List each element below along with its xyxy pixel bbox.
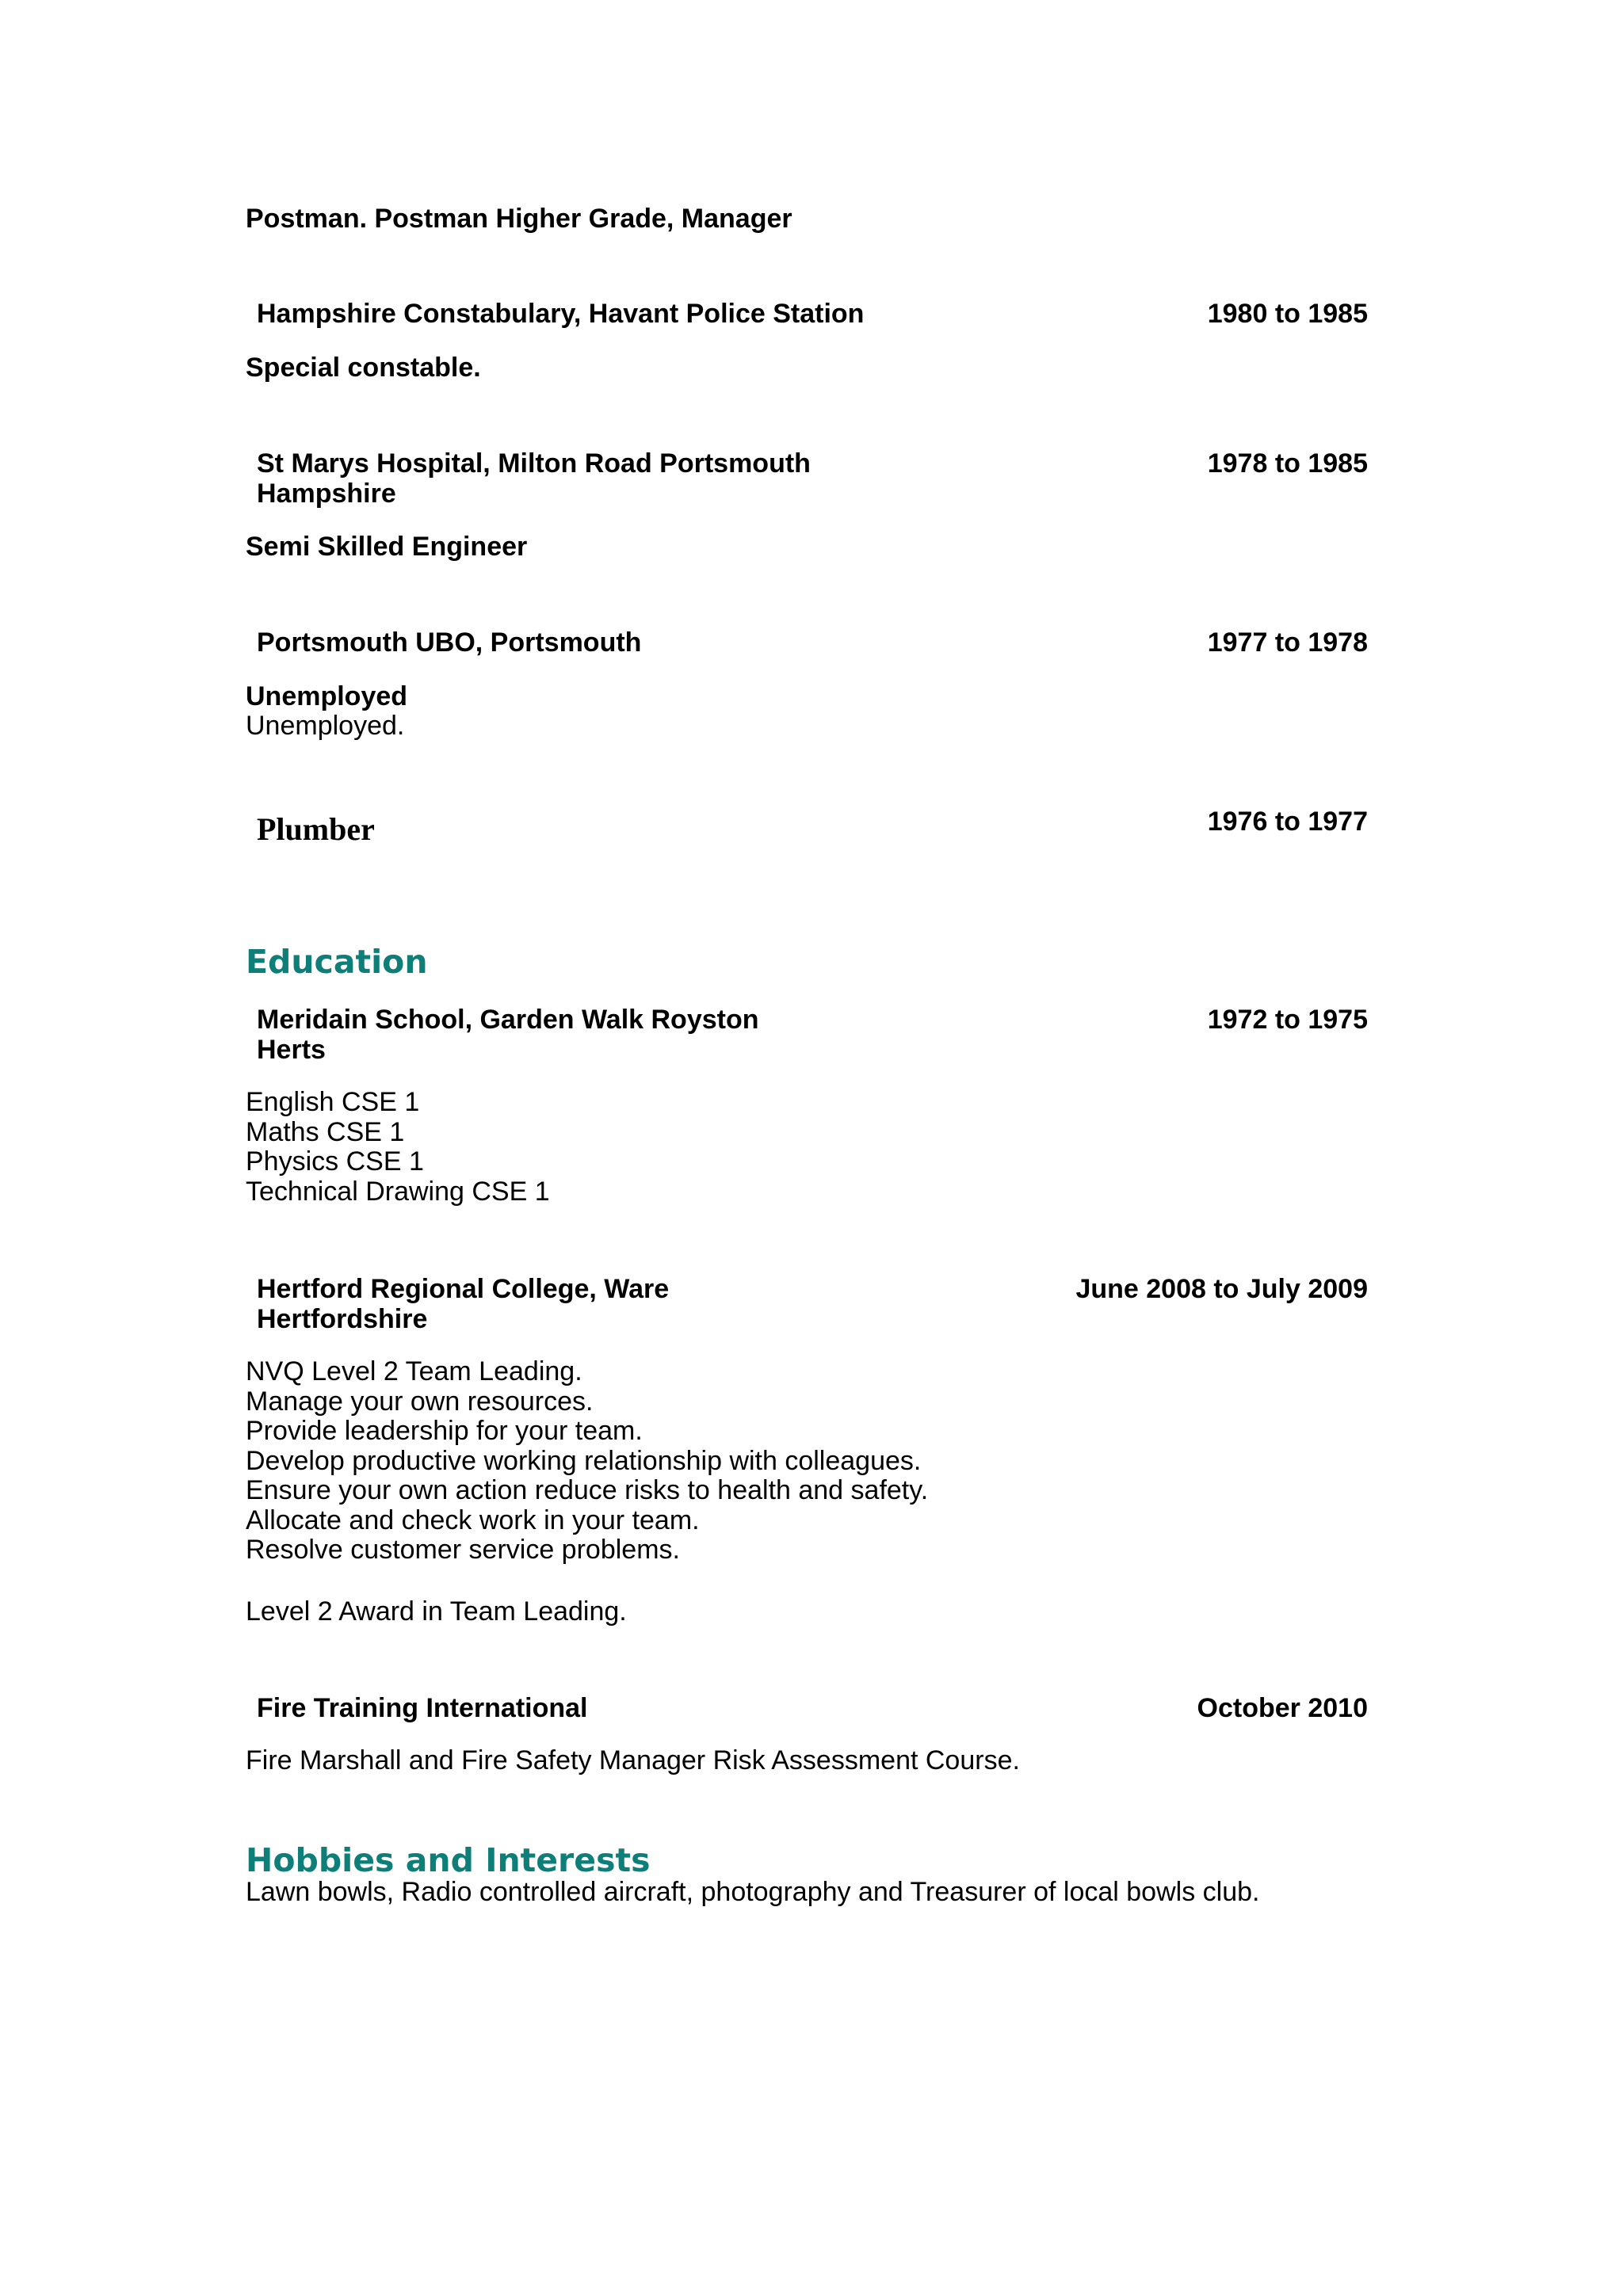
employer-name: Hampshire Constabulary, Havant Police Station xyxy=(257,299,865,329)
education-dates: June 2008 to July 2009 xyxy=(1075,1274,1368,1304)
list-item: English CSE 1 xyxy=(246,1087,420,1117)
employer-name: Portsmouth UBO, Portsmouth xyxy=(257,627,642,658)
job-title: Semi Skilled Engineer xyxy=(246,532,528,562)
employment-dates: 1977 to 1978 xyxy=(1207,627,1368,658)
employer-name: Plumber xyxy=(257,811,375,847)
employment-dates: 1976 to 1977 xyxy=(1207,807,1368,837)
list-item: Ensure your own action reduce risks to health and safety. xyxy=(246,1475,929,1505)
employer-location: Hampshire xyxy=(257,479,396,509)
school-name: Hertford Regional College, Ware xyxy=(257,1274,670,1304)
job-title: Unemployed xyxy=(246,681,408,711)
employment-dates: 1980 to 1985 xyxy=(1207,299,1368,329)
list-item: Technical Drawing CSE 1 xyxy=(246,1176,550,1207)
list-item: NVQ Level 2 Team Leading. xyxy=(246,1356,582,1386)
education-dates: October 2010 xyxy=(1197,1693,1368,1723)
list-item: Allocate and check work in your team. xyxy=(246,1505,700,1535)
list-item: Resolve customer service problems. xyxy=(246,1535,680,1565)
hobbies-text: Lawn bowls, Radio controlled aircraft, photography and Treasurer of local bowls club. xyxy=(246,1877,1260,1907)
list-item: Maths CSE 1 xyxy=(246,1116,405,1147)
employment-dates: 1978 to 1985 xyxy=(1207,448,1368,479)
job-title: Special constable. xyxy=(246,353,481,383)
employer-name: St Marys Hospital, Milton Road Portsmouth xyxy=(257,448,811,479)
course-details: Fire Marshall and Fire Safety Manager Risk Assessment Course. xyxy=(246,1745,1020,1775)
education-dates: 1972 to 1975 xyxy=(1207,1005,1368,1035)
school-location: Herts xyxy=(257,1035,326,1065)
list-item: Provide leadership for your team. xyxy=(246,1416,643,1446)
course-details xyxy=(246,1357,928,1566)
list-item: Physics CSE 1 xyxy=(246,1146,424,1177)
school-location: Hertfordshire xyxy=(257,1304,428,1334)
education-heading: Education xyxy=(246,943,428,981)
list-item: Develop productive working relationship with colleagues. xyxy=(246,1445,922,1476)
postman-role: Postman. Postman Higher Grade, Manager xyxy=(246,204,792,234)
hobbies-heading: Hobbies and Interests xyxy=(246,1841,651,1879)
award-text: Level 2 Award in Team Leading. xyxy=(246,1596,627,1627)
school-name: Fire Training International xyxy=(257,1693,588,1723)
qualifications-list xyxy=(246,1088,550,1207)
list-item: Manage your own resources. xyxy=(246,1386,594,1417)
school-name: Meridain School, Garden Walk Royston xyxy=(257,1005,759,1035)
job-description: Unemployed. xyxy=(246,711,405,741)
